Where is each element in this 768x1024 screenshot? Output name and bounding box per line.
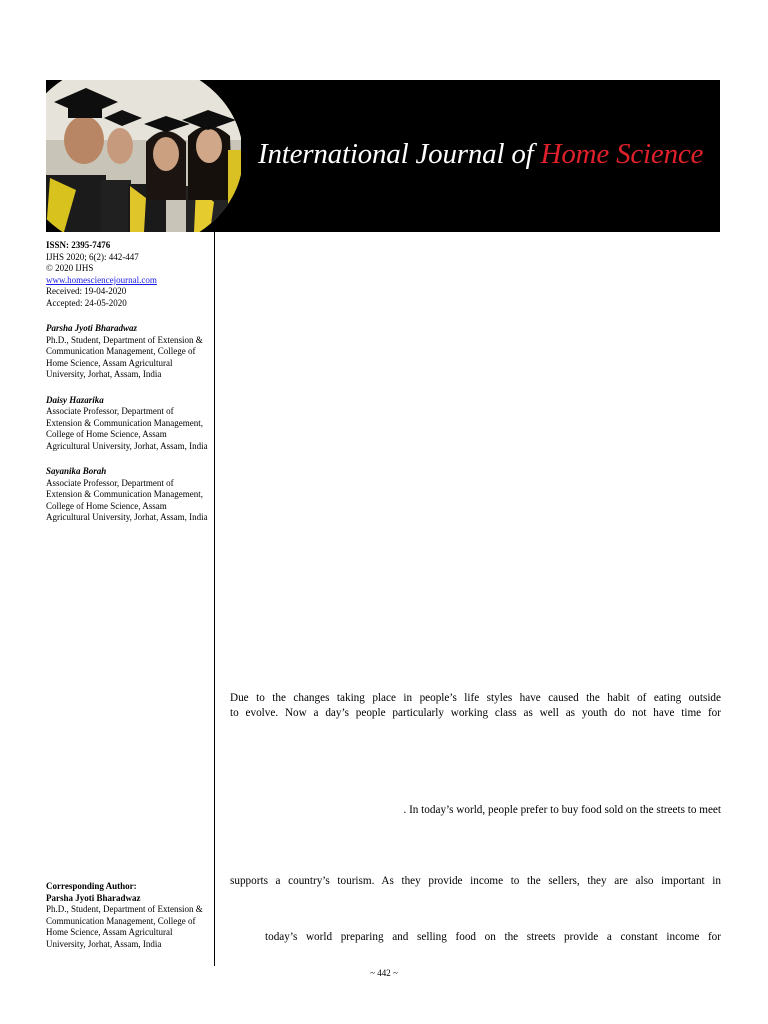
- graduates-photo: [46, 80, 241, 232]
- author-affiliation: Ph.D., Student, Department of Extension & Communication Management, College of Home Science, Assam Agricultural University, Jorhat, Assam, India: [46, 334, 203, 379]
- body-line: Due to the changes taking place in people’s life styles have caused the habit of eating outside: [230, 692, 721, 704]
- copyright: © 2020 IJHS: [46, 263, 94, 273]
- author-name: Sayanika Borah: [46, 466, 107, 476]
- accepted-date: Accepted: 24-05-2020: [46, 297, 127, 308]
- body-paragraph-3: supports a country’s tourism. As they provide income to the sellers, they are also important in: [230, 875, 721, 887]
- journal-banner: [46, 80, 720, 232]
- journal-title-white: International Journal of: [258, 138, 534, 170]
- corresponding-heading: Corresponding Author:: [46, 881, 137, 891]
- corresponding-affiliation: Ph.D., Student, Department of Extension & Communication Management, College of Home Science, Assam Agricultural University, Jorhat, Assam, India: [46, 904, 203, 949]
- author-block: [46, 395, 211, 453]
- author-name: Parsha Jyoti Bharadwaz: [46, 323, 138, 333]
- journal-title-red: Home Science: [540, 138, 704, 170]
- author-block: [46, 466, 211, 524]
- author-affiliation: Associate Professor, Department of Extension & Communication Management, College of Home Science, Assam Agricultural University, Jorhat, Assam, India: [46, 477, 208, 522]
- sidebar: [46, 240, 211, 524]
- ijhs-citation: IJHS 2020; 6(2): 442-447: [46, 251, 139, 262]
- author-block: [46, 323, 211, 381]
- column-divider: [214, 232, 215, 966]
- corresponding-author: [46, 881, 211, 950]
- body-paragraph-2: . In today’s world, people prefer to buy food sold on the streets to meet: [403, 804, 721, 816]
- website-link[interactable]: www.homesciencejournal.com: [46, 274, 157, 285]
- body-paragraph-4: today’s world preparing and selling food on the streets provide a constant income for: [265, 931, 721, 943]
- corresponding-name: Parsha Jyoti Bharadwaz: [46, 892, 141, 903]
- body-line: to evolve. Now a day’s people particularly working class as well as youth do not have time for: [230, 707, 721, 719]
- received-date: Received: 19-04-2020: [46, 286, 127, 296]
- author-affiliation: Associate Professor, Department of Extension & Communication Management, College of Home Science, Assam Agricultural University, Jorhat, Assam, India: [46, 406, 208, 451]
- issn: ISSN: 2395-7476: [46, 240, 111, 250]
- body-paragraph-1: [230, 691, 721, 721]
- page-number: ~ 442 ~: [370, 968, 398, 978]
- author-name: Daisy Hazarika: [46, 394, 104, 405]
- journal-title: [258, 138, 703, 171]
